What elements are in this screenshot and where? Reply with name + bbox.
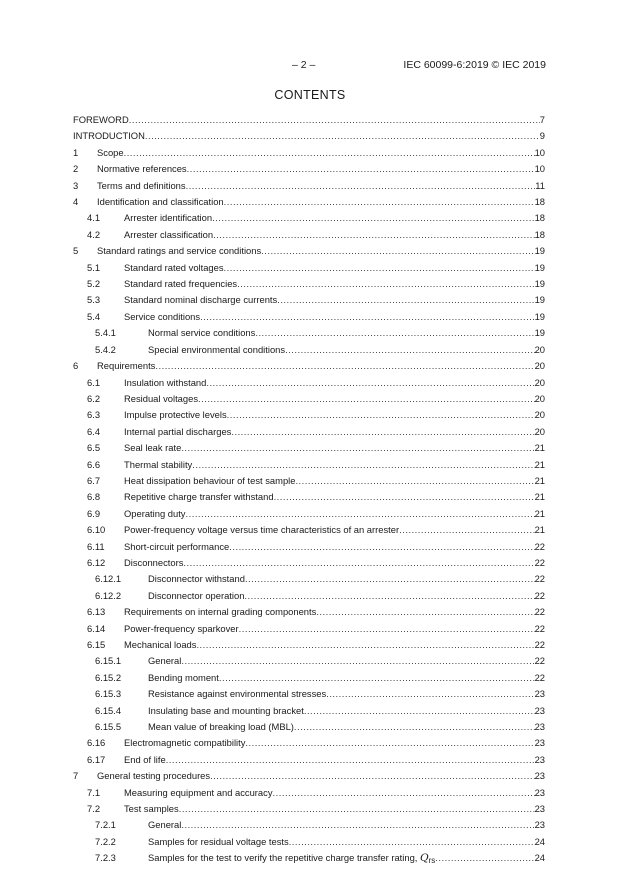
toc-entry-number: 7.2.2 xyxy=(95,835,116,847)
toc-entry-page: 23 xyxy=(534,704,545,716)
toc-entry[interactable] xyxy=(73,816,545,832)
dot-leader xyxy=(239,623,535,634)
dot-leader xyxy=(200,311,534,322)
toc-entry-page: 20 xyxy=(534,376,545,388)
toc-entry-page: 21 xyxy=(534,458,545,470)
toc-entry[interactable] xyxy=(73,456,545,472)
toc-entry[interactable] xyxy=(73,423,545,439)
toc-entry-title: Impulse protective levels xyxy=(124,409,227,421)
toc-entry[interactable] xyxy=(73,734,545,750)
toc-entry[interactable] xyxy=(73,308,545,324)
toc-entry-title: Disconnectors xyxy=(124,556,184,568)
toc-entry-number: 6.5 xyxy=(87,442,101,454)
toc-entry[interactable] xyxy=(73,209,545,225)
toc-entry-number: 6.15.2 xyxy=(95,671,122,683)
toc-entry-title: Power-frequency voltage versus time characteristics of an arrester xyxy=(124,524,400,536)
toc-entry-page: 19 xyxy=(534,294,545,306)
toc-entry-page: 22 xyxy=(534,655,545,667)
toc-entry-number: 7.2 xyxy=(87,803,101,815)
dot-leader xyxy=(316,606,534,617)
toc-entry[interactable] xyxy=(73,439,545,455)
toc-entry[interactable] xyxy=(73,226,545,242)
toc-entry[interactable] xyxy=(73,554,545,570)
toc-entry-number: 6.12 xyxy=(87,556,106,568)
toc-entry-number: 6.10 xyxy=(87,524,106,536)
toc-entry[interactable] xyxy=(73,406,545,422)
dot-leader xyxy=(212,212,535,223)
toc-entry-page: 23 xyxy=(534,819,545,831)
toc-entry-page: 21 xyxy=(534,491,545,503)
toc-entry-number: 5.4 xyxy=(87,310,101,322)
toc-entry-title: Special environmental conditions xyxy=(148,343,286,355)
toc-entry-page: 22 xyxy=(534,589,545,601)
toc-entry-number: 6.16 xyxy=(87,737,106,749)
dot-leader xyxy=(210,770,534,781)
dot-leader xyxy=(181,655,534,666)
dot-leader xyxy=(399,524,534,535)
toc-entry-page: 9 xyxy=(539,130,545,142)
dot-leader xyxy=(186,508,535,519)
toc-entry[interactable] xyxy=(73,620,545,636)
toc-entry[interactable] xyxy=(73,636,545,652)
toc-entry-title: Heat dissipation behaviour of test sample xyxy=(124,474,296,486)
toc-entry[interactable] xyxy=(73,652,545,668)
toc-entry-title: General xyxy=(148,819,182,831)
toc-entry-page: 21 xyxy=(534,524,545,536)
toc-entry-number: 5.1 xyxy=(87,261,101,273)
toc-entry-number: 6.12.1 xyxy=(95,573,122,585)
dot-leader xyxy=(187,163,535,174)
toc-entry-page: 20 xyxy=(534,425,545,437)
toc-entry-page: 19 xyxy=(534,261,545,273)
dot-leader xyxy=(245,737,534,748)
dot-leader xyxy=(179,803,535,814)
dot-leader xyxy=(435,852,534,865)
toc-entry-page: 19 xyxy=(534,310,545,322)
toc-entry-number: 4.2 xyxy=(87,228,101,240)
dot-leader xyxy=(274,491,535,502)
toc-entry[interactable] xyxy=(73,242,545,258)
dot-leader xyxy=(166,754,535,765)
toc-entry-number: 6.11 xyxy=(87,540,105,552)
dot-leader xyxy=(192,459,534,470)
toc-entry-page: 22 xyxy=(534,556,545,568)
toc-entry-number: 1 xyxy=(73,146,79,158)
toc-entry-title: Power-frequency sparkover xyxy=(124,622,239,634)
toc-entry[interactable] xyxy=(73,538,545,554)
toc-entry[interactable] xyxy=(73,472,545,488)
toc-entry-page: 18 xyxy=(534,212,545,224)
dot-leader xyxy=(181,442,534,453)
table-of-contents xyxy=(73,111,545,866)
dot-leader xyxy=(326,688,534,699)
dot-leader xyxy=(224,196,535,207)
toc-entry-page: 19 xyxy=(534,327,545,339)
toc-entry[interactable] xyxy=(73,800,545,816)
toc-entry-title: Test samples xyxy=(124,803,179,815)
dot-leader xyxy=(219,672,535,683)
toc-entry-number: 5.2 xyxy=(87,278,101,290)
toc-entry-number: 5 xyxy=(73,245,79,257)
toc-entry-page: 23 xyxy=(534,737,545,749)
toc-entry[interactable] xyxy=(73,275,545,291)
toc-entry-page: 19 xyxy=(534,278,545,290)
contents-title: CONTENTS xyxy=(274,88,346,102)
toc-entry[interactable] xyxy=(73,505,545,521)
toc-entry[interactable] xyxy=(73,390,545,406)
toc-entry[interactable] xyxy=(73,127,545,143)
toc-entry-title: INTRODUCTION xyxy=(73,130,145,142)
dot-leader xyxy=(231,426,534,437)
toc-entry-title: Normal service conditions xyxy=(148,327,256,339)
toc-entry-page: 22 xyxy=(534,606,545,618)
toc-entry-number: 7.2.3 xyxy=(95,852,116,864)
toc-entry[interactable] xyxy=(73,144,545,160)
dot-leader xyxy=(245,573,535,584)
toc-entry-title: Requirements on internal grading components xyxy=(124,606,317,618)
toc-entry-page: 22 xyxy=(534,671,545,683)
dot-leader xyxy=(198,393,535,404)
toc-entry-title: Arrester classification xyxy=(124,228,214,240)
toc-entry-number: 6.15.4 xyxy=(95,704,122,716)
toc-entry-number: 6.8 xyxy=(87,491,101,503)
toc-entry-number: 6.13 xyxy=(87,606,106,618)
toc-entry-number: 6.7 xyxy=(87,474,101,486)
toc-entry-page: 18 xyxy=(534,228,545,240)
toc-entry[interactable] xyxy=(73,603,545,619)
toc-entry-title: Measuring equipment and accuracy xyxy=(124,786,273,798)
toc-entry-page: 22 xyxy=(534,573,545,585)
dot-leader xyxy=(124,147,535,158)
toc-entry-title: General testing procedures xyxy=(97,770,211,782)
toc-entry[interactable] xyxy=(73,111,545,127)
dot-leader xyxy=(229,541,534,552)
toc-entry-title: Arrester identification xyxy=(124,212,213,224)
toc-entry-page: 21 xyxy=(534,507,545,519)
toc-entry-page: 20 xyxy=(534,392,545,404)
toc-entry-number: 6.3 xyxy=(87,409,101,421)
toc-entry-title: Scope xyxy=(97,146,124,158)
page-number: – 2 – xyxy=(292,59,316,71)
toc-entry[interactable] xyxy=(73,259,545,275)
dot-leader xyxy=(273,787,535,798)
toc-entry-title: Repetitive charge transfer withstand xyxy=(124,491,274,503)
dot-leader xyxy=(289,836,535,847)
toc-entry[interactable] xyxy=(73,587,545,603)
toc-entry-symbol: Qrs xyxy=(420,852,436,866)
toc-entry-title: End of life xyxy=(124,753,166,765)
toc-entry-title: Standard rated voltages xyxy=(124,261,224,273)
toc-entry-title: Standard ratings and service conditions xyxy=(97,245,262,257)
dot-leader xyxy=(294,721,535,732)
toc-entry[interactable] xyxy=(73,767,545,783)
dot-leader xyxy=(129,114,540,125)
toc-entry[interactable] xyxy=(73,702,545,718)
toc-entry-number: 6.15.5 xyxy=(95,721,122,733)
dot-leader xyxy=(285,344,535,355)
toc-entry-title: Disconnector operation xyxy=(148,589,245,601)
toc-entry-title: General xyxy=(148,655,182,667)
toc-entry-page: 20 xyxy=(534,409,545,421)
toc-entry-number: 5.3 xyxy=(87,294,101,306)
toc-entry[interactable] xyxy=(73,784,545,800)
dot-leader xyxy=(255,327,534,338)
toc-entry-page: 23 xyxy=(534,786,545,798)
toc-entry-title: Electromagnetic compatibility xyxy=(124,737,246,749)
toc-entry-number: 7.2.1 xyxy=(95,819,116,831)
dot-leader xyxy=(145,130,540,141)
toc-entry[interactable] xyxy=(73,177,545,193)
dot-leader xyxy=(224,262,535,273)
toc-entry-number: 4.1 xyxy=(87,212,101,224)
toc-entry-number: 6.2 xyxy=(87,392,101,404)
toc-entry-title: Standard nominal discharge currents xyxy=(124,294,278,306)
toc-entry-page: 23 xyxy=(534,770,545,782)
dot-leader xyxy=(304,705,535,716)
toc-entry[interactable] xyxy=(73,488,545,504)
toc-entry-title: Insulation withstand xyxy=(124,376,207,388)
dot-leader xyxy=(155,360,534,371)
toc-entry[interactable] xyxy=(73,849,545,865)
toc-entry-page: 19 xyxy=(534,245,545,257)
dot-leader xyxy=(261,245,534,256)
toc-entry[interactable] xyxy=(73,751,545,767)
toc-entry-page: 23 xyxy=(534,803,545,815)
toc-entry-number: 6.6 xyxy=(87,458,101,470)
toc-entry-page: 11 xyxy=(535,179,545,191)
toc-entry-title: Identification and classification xyxy=(97,196,224,208)
toc-entry-page: 20 xyxy=(534,360,545,372)
toc-entry-title: Mechanical loads xyxy=(124,639,197,650)
dot-leader xyxy=(244,590,534,601)
toc-entry[interactable] xyxy=(73,193,545,209)
toc-entry-number: 5.4.1 xyxy=(95,327,116,339)
toc-entry-number: 6.4 xyxy=(87,425,101,437)
toc-entry-title: Requirements xyxy=(97,360,156,372)
toc-entry-page: 22 xyxy=(534,639,545,650)
toc-entry[interactable] xyxy=(73,341,545,357)
toc-entry-number: 4 xyxy=(73,196,79,208)
toc-entry[interactable] xyxy=(73,669,545,685)
toc-entry[interactable] xyxy=(73,324,545,340)
toc-entry-number: 5.4.2 xyxy=(95,343,116,355)
toc-entry-number: 7 xyxy=(73,770,79,782)
toc-entry-title: Bending moment xyxy=(148,671,219,683)
toc-entry-page: 22 xyxy=(534,540,545,552)
toc-entry-title: Resistance against environmental stresses xyxy=(148,688,327,700)
toc-entry-title: Operating duty xyxy=(124,507,186,519)
toc-entry-number: 2 xyxy=(73,163,79,175)
dot-leader xyxy=(206,377,534,388)
toc-entry-page: 23 xyxy=(534,753,545,765)
toc-entry-title: Normative references xyxy=(97,163,187,175)
toc-entry-page: 20 xyxy=(534,343,545,355)
toc-entry-title: Thermal stability xyxy=(124,458,193,470)
dot-leader xyxy=(227,409,535,420)
toc-entry-number: 6 xyxy=(73,360,79,372)
toc-entry-title: Disconnector withstand xyxy=(148,573,245,585)
toc-entry-page: 22 xyxy=(534,622,545,634)
toc-entry-title: Seal leak rate xyxy=(124,442,182,454)
dot-leader xyxy=(196,639,534,650)
toc-entry-number: 6.17 xyxy=(87,753,106,765)
toc-entry-title: Internal partial discharges xyxy=(124,425,232,437)
toc-entry[interactable] xyxy=(73,357,545,373)
toc-entry-title: Short-circuit performance xyxy=(124,540,230,552)
toc-entry-page: 10 xyxy=(534,163,545,175)
toc-entry-title: FOREWORD xyxy=(73,114,129,125)
toc-entry[interactable] xyxy=(73,160,545,176)
toc-entry-number: 7.1 xyxy=(87,786,101,798)
toc-entry-page: 21 xyxy=(534,442,545,454)
toc-entry-number: 6.1 xyxy=(87,376,101,388)
toc-entry[interactable] xyxy=(73,374,545,390)
toc-entry-page: 23 xyxy=(534,721,545,733)
toc-entry-page: 23 xyxy=(534,688,545,700)
toc-entry[interactable] xyxy=(73,685,545,701)
toc-entry-number: 6.15 xyxy=(87,639,106,650)
toc-entry-title: Samples for the test to verify the repetitive charge transfer rating, Qrs xyxy=(148,852,436,866)
toc-entry-title: Standard rated frequencies xyxy=(124,278,238,290)
dot-leader xyxy=(295,475,534,486)
toc-entry[interactable] xyxy=(73,291,545,307)
toc-entry-title: Service conditions xyxy=(124,310,201,322)
toc-entry-number: 3 xyxy=(73,179,79,191)
toc-entry-title: Samples for residual voltage tests xyxy=(148,835,289,847)
toc-entry-title: Mean value of breaking load (MBL) xyxy=(148,721,294,733)
dot-leader xyxy=(237,278,534,289)
toc-entry[interactable] xyxy=(73,833,545,849)
toc-entry-number: 6.9 xyxy=(87,507,101,519)
toc-entry-number: 6.15.1 xyxy=(95,655,122,667)
toc-entry-page: 10 xyxy=(534,146,545,158)
dot-leader xyxy=(181,819,534,830)
toc-entry-page: 21 xyxy=(534,474,545,486)
toc-entry-title: Insulating base and mounting bracket xyxy=(148,704,304,716)
toc-entry[interactable] xyxy=(73,570,545,586)
toc-entry[interactable] xyxy=(73,521,545,537)
toc-entry-page: 24 xyxy=(534,852,545,864)
toc-entry-page: 7 xyxy=(539,114,545,125)
toc-entry-page: 24 xyxy=(534,835,545,847)
dot-leader xyxy=(186,180,536,191)
dot-leader xyxy=(213,229,534,240)
toc-entry-title: Terms and definitions xyxy=(97,179,186,191)
toc-entry[interactable] xyxy=(73,718,545,734)
toc-entry-number: 6.12.2 xyxy=(95,589,122,601)
toc-entry-number: 6.14 xyxy=(87,622,106,634)
dot-leader xyxy=(277,294,534,305)
document-reference: IEC 60099-6:2019 © IEC 2019 xyxy=(403,59,546,71)
toc-entry-number: 6.15.3 xyxy=(95,688,122,700)
toc-entry-page: 18 xyxy=(534,196,545,208)
dot-leader xyxy=(183,557,534,568)
toc-entry-title: Residual voltages xyxy=(124,392,199,404)
